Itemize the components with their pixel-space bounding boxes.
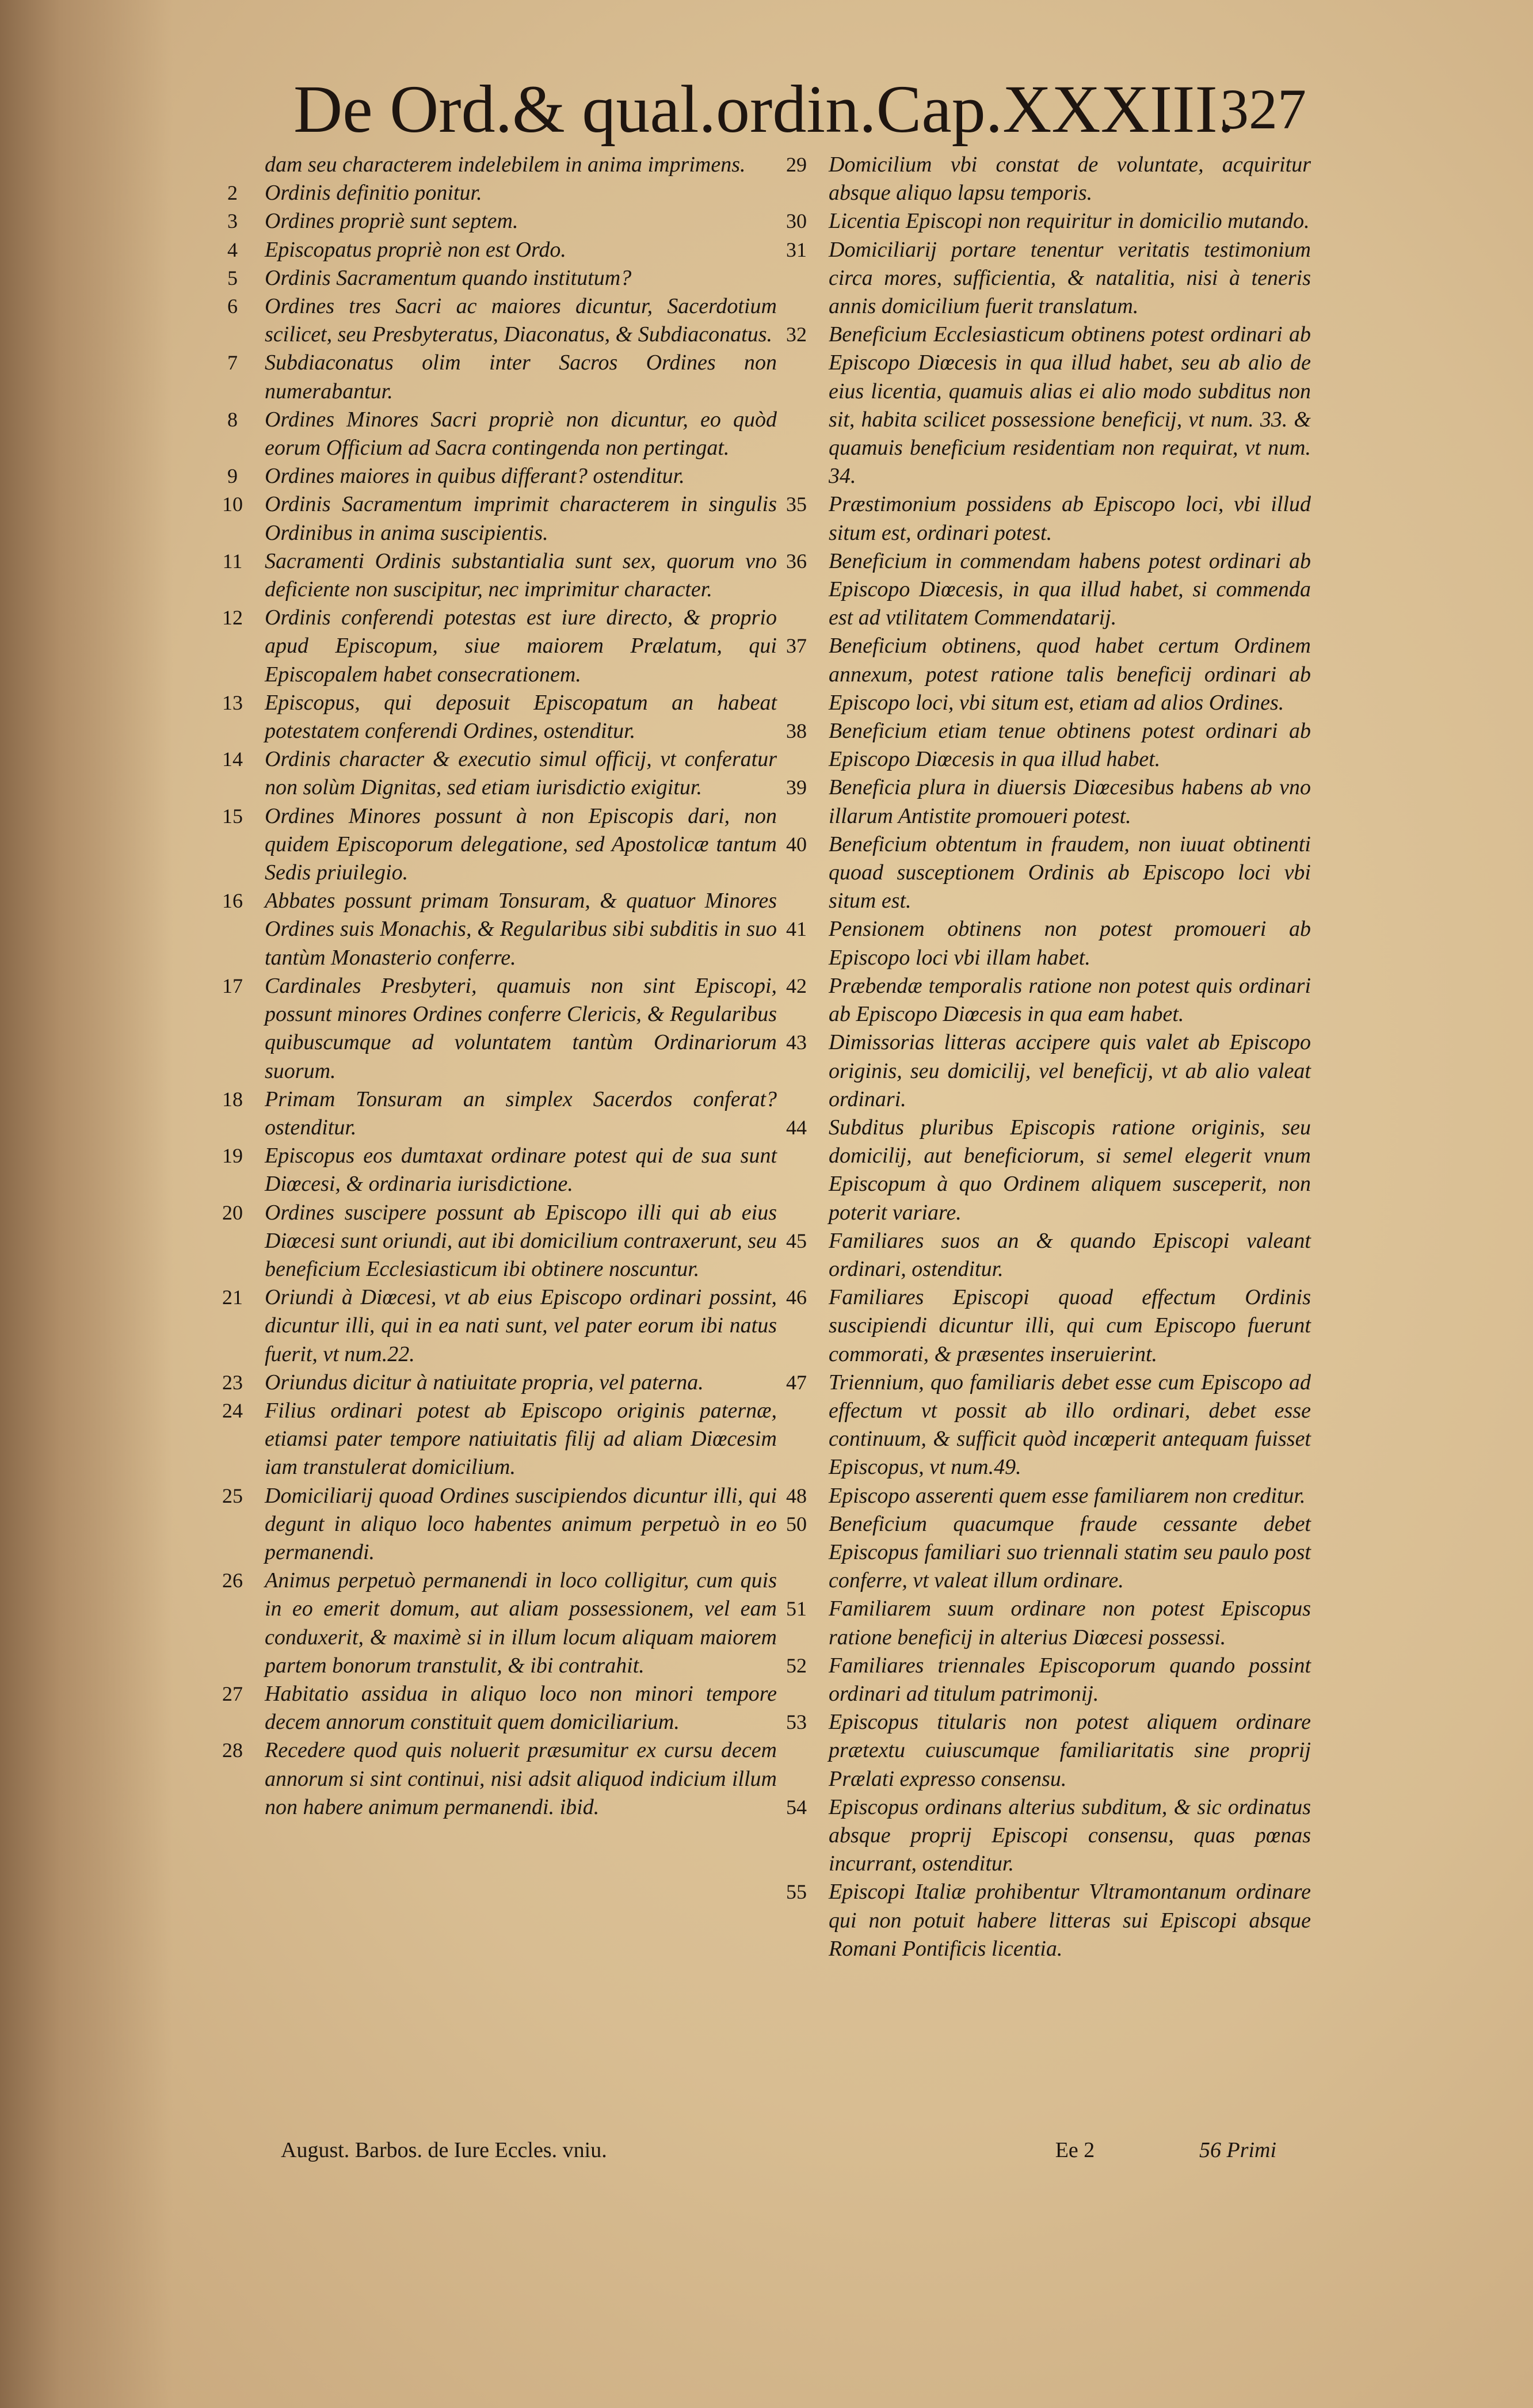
- entry-text: Beneficium Ecclesiasticum obtinens potest ordinari ab Episcopo Diœcesis in qua illud habet, seu ab alio de eius licentia, quamuis alias ei alio modo subditus non sit, habita scilicet possessione beneficij, vt num. 33. & quamuis beneficium residentiam non requirat, vt num. 34.: [829, 322, 1311, 489]
- page-number: 327: [1220, 77, 1306, 141]
- entry-text: Animus perpetuò permanendi in loco colligitur, cum quis in eo emerit domum, aut aliam possessionem, vel eam conduxerit, & maximè si in illum locum aliquam maiorem partem bonorum transtulit, & ibi contrahit.: [265, 1568, 777, 1678]
- entry-number: 46: [786, 1286, 807, 1309]
- entry-number: 29: [786, 153, 807, 176]
- entry-number: 21: [222, 1286, 243, 1309]
- entry-text: Domiciliarij quoad Ordines suscipiendos dicuntur illi, qui degunt in aliquo loco habentes animum perpetuò in eo permanendi.: [265, 1483, 777, 1564]
- entry-number: 54: [786, 1795, 807, 1819]
- entry-text: Familiares suos an & quando Episcopi valeant ordinari, ostenditur.: [829, 1228, 1311, 1281]
- entry-number: 52: [786, 1653, 807, 1677]
- index-entry: [769, 1482, 1311, 1510]
- entry-number: 44: [786, 1115, 807, 1139]
- index-entry: [769, 1227, 1311, 1283]
- entry-text: Præbendæ temporalis ratione non potest quis ordinari ab Episcopo Diœcesis in qua eam habet.: [829, 973, 1311, 1027]
- entry-number: 45: [786, 1229, 807, 1252]
- entry-text: Subditus pluribus Episcopis ratione originis, seu domicilij, aut beneficiorum, si semel elegerit vnum Episcopum à quo Ordinem aliquem susceperit, non poterit variare.: [829, 1115, 1311, 1225]
- entry-number: 4: [227, 238, 238, 261]
- entry-text: Recedere quod quis noluerit præsumitur ex cursu decem annorum si sint continui, nisi adsit aliquod indicium illum non habere animum permanendi. ibid.: [265, 1738, 777, 1819]
- entry-number: 5: [227, 266, 238, 289]
- entry-text: Subdiaconatus olim inter Sacros Ordines non numerabantur.: [265, 350, 777, 403]
- entry-text: Habitatio assidua in aliquo loco non minori tempore decem annorum constituit quem domiciliarium.: [265, 1681, 777, 1735]
- index-entry: [769, 1028, 1311, 1114]
- index-entry: [205, 462, 777, 490]
- running-title: De Ord.& qual.ordin.Cap.XXXIII.: [293, 71, 1235, 147]
- entry-text: Episcopus, qui deposuit Episcopatum an habeat potestatem conferendi Ordines, ostenditur.: [265, 690, 777, 744]
- index-entry: [769, 915, 1311, 971]
- entry-text: Ordines suscipere possunt ab Episcopo illi qui ab eius Diœcesi sunt oriundi, aut ibi domicilium contraxerunt, seu beneficium Ecclesiasticum ibi obtinere noscuntur.: [265, 1200, 777, 1281]
- entry-text: Primam Tonsuram an simplex Sacerdos conferat? ostenditur.: [265, 1087, 777, 1140]
- entry-number: 42: [786, 974, 807, 997]
- catchword: 56 Primi: [1199, 2138, 1277, 2162]
- entry-number: 25: [222, 1484, 243, 1507]
- right-index-column: [769, 151, 1311, 1963]
- entry-text: Ordines maiores in quibus differant? ostenditur.: [265, 464, 685, 489]
- entry-text: Oriundus dicitur à natiuitate propria, vel paterna.: [265, 1370, 704, 1394]
- entry-text: Episcopus eos dumtaxat ordinare potest qui de sua sunt Diœcesi, & ordinaria iurisdictione.: [265, 1144, 777, 1197]
- index-entry: [205, 802, 777, 887]
- index-entry: [205, 292, 777, 349]
- entry-number: 41: [786, 917, 807, 941]
- entry-number: 14: [222, 748, 243, 771]
- index-entry: [205, 1680, 777, 1736]
- page-header: [293, 69, 1306, 150]
- entry-text: Beneficium in commendam habens potest ordinari ab Episcopo Diœcesis, in qua illud habet, si commenda est ad vtilitatem Commendatarij.: [829, 548, 1311, 630]
- entry-number: 18: [222, 1087, 243, 1111]
- running-footer-author: August. Barbos. de Iure Eccles. vniu.: [281, 2138, 607, 2162]
- entry-number: 12: [222, 606, 243, 630]
- entry-number: 53: [786, 1710, 807, 1734]
- entry-number: 27: [222, 1682, 243, 1705]
- index-entry: [205, 604, 777, 689]
- index-entry: [205, 490, 777, 547]
- entry-text: Domiciliarij portare tenentur veritatis testimonium circa mores, sufficientia, & natalitia, nisi à teneris annis domicilium fuerit translatum.: [829, 237, 1311, 319]
- index-entry: [205, 1283, 777, 1369]
- entry-number: 38: [786, 719, 807, 743]
- entry-number: 6: [227, 295, 238, 318]
- index-entry: [205, 689, 777, 745]
- entry-number: 13: [222, 691, 243, 714]
- entry-text: Filius ordinari potest ab Episcopo originis paternæ, etiamsi pater tempore natiuitatis filij ad aliam Diœcesim iam transtulerat domicilium.: [265, 1398, 777, 1480]
- index-entry: [769, 1652, 1311, 1708]
- index-entry: [205, 179, 777, 207]
- index-entry: [205, 972, 777, 1085]
- entry-text: Beneficium obtentum in fraudem, non iuuat obtinenti quoad susceptionem Ordinis ab Episcopo loci vbi situm est.: [829, 832, 1311, 913]
- index-entry: [205, 1736, 777, 1822]
- entry-text: Sacramenti Ordinis substantialia sunt sex, quorum vno deficiente non suscipitur, nec imprimitur character.: [265, 548, 777, 602]
- entry-number: 15: [222, 804, 243, 828]
- entry-text: Episcopo asserenti quem esse familiarem non creditur.: [829, 1483, 1306, 1508]
- entry-number: 30: [786, 209, 807, 233]
- entry-text: Beneficium etiam tenue obtinens potest ordinari ab Episcopo Diœcesis in qua illud habet.: [829, 719, 1311, 772]
- signature-mark: Ee 2: [1055, 2138, 1095, 2162]
- entry-text: Ordinis Sacramentum imprimit characterem in singulis Ordinibus in anima suscipientis.: [265, 492, 777, 545]
- index-entry: [769, 774, 1311, 830]
- entry-text: dam seu characterem indelebilem in anima imprimens.: [265, 153, 746, 177]
- index-entry: [769, 1283, 1311, 1369]
- index-entry: [205, 1369, 777, 1397]
- entry-text: Familiares triennales Episcoporum quando possint ordinari ad titulum patrimonij.: [829, 1653, 1311, 1706]
- entry-number: 26: [222, 1569, 243, 1592]
- entry-text: Licentia Episcopi non requiritur in domicilio mutando.: [829, 209, 1310, 234]
- index-entry: [769, 632, 1311, 717]
- entry-text: Ordines Minores possunt à non Episcopis dari, non quidem Episcoporum delegatione, sed Apostolicæ tantum Sedis priuilegio.: [265, 803, 777, 885]
- entry-text: Ordines Minores Sacri propriè non dicuntur, eo quòd eorum Officium ad Sacra contingenda non pertingat.: [265, 407, 777, 460]
- entry-number: 39: [786, 776, 807, 799]
- entry-text: Familiares Episcopi quoad effectum Ordinis suscipiendi dicuntur illi, qui cum Episcopo fuerunt commorati, & præsentes inseruierint.: [829, 1285, 1311, 1366]
- index-entry: [205, 264, 777, 292]
- entry-number: 36: [786, 549, 807, 573]
- entry-number: 17: [222, 974, 243, 997]
- index-entry: [205, 887, 777, 972]
- index-entry: [769, 207, 1311, 235]
- entry-number: 11: [222, 549, 243, 573]
- entry-number: 2: [227, 181, 238, 205]
- entry-number: 48: [786, 1484, 807, 1507]
- entry-text: Triennium, quo familiaris debet esse cum Episcopo ad effectum vt possit ab illo ordinari, debet esse continuum, & sufficit quòd incœperit antequam fuisset Episcopus, vt num.49.: [829, 1370, 1311, 1480]
- index-entry: [769, 151, 1311, 207]
- entry-number: 43: [786, 1031, 807, 1054]
- index-entry: [769, 830, 1311, 916]
- index-entry: [769, 1793, 1311, 1879]
- index-entry: [769, 1878, 1311, 1963]
- entry-number: 23: [222, 1370, 243, 1394]
- index-entry: [769, 1114, 1311, 1227]
- entry-text: Ordinis conferendi potestas est iure directo, & proprio apud Episcopum, siue maiorem Prælatum, qui Episcopalem habet consecrationem.: [265, 605, 777, 687]
- index-entry: [769, 236, 1311, 321]
- entry-text: Dimissorias litteras accipere quis valet ab Episcopo originis, seu domicilij, vel beneficij, vt ab alio valeat ordinari.: [829, 1030, 1311, 1111]
- entry-text: Oriundi à Diœcesi, vt ab eius Episcopo ordinari possint, dicuntur illi, qui in ea nati sunt, vel pater eorum ibi natus fuerit, vt num.22.: [265, 1285, 777, 1366]
- index-entry: [205, 1085, 777, 1142]
- entry-text: Ordines tres Sacri ac maiores dicuntur, Sacerdotium scilicet, seu Presbyteratus, Diaconatus, & Subdiaconatus.: [265, 294, 777, 347]
- entry-number: 32: [786, 323, 807, 346]
- index-entry: [769, 717, 1311, 774]
- entry-number: 8: [227, 407, 238, 431]
- entry-text: Episcopus titularis non potest aliquem ordinare prætextu cuiuscumque familiaritatis sine proprij Prælati expresso consensu.: [829, 1710, 1311, 1791]
- index-entry: [205, 1567, 777, 1680]
- entry-text: Abbates possunt primam Tonsuram, & quatuor Minores Ordines suis Monachis, & Regularibus sibi subditis in suo tantùm Monasterio conferre.: [265, 889, 777, 970]
- index-entry: [205, 1397, 777, 1482]
- index-entry: [205, 547, 777, 604]
- entry-text: Domicilium vbi constat de voluntate, acquiritur absque aliquo lapsu temporis.: [829, 153, 1311, 205]
- entry-number: 37: [786, 634, 807, 658]
- entry-text: Familiarem suum ordinare non potest Episcopus ratione beneficij in alterius Diœcesi possessi.: [829, 1597, 1311, 1649]
- entry-text: Episcopus ordinans alterius subditum, & sic ordinatus absque proprij Episcopi consensu, quas pœnas incurrant, ostenditur.: [829, 1794, 1311, 1876]
- index-entry: [769, 1595, 1311, 1651]
- entry-number: 24: [222, 1399, 243, 1422]
- index-entry: [769, 321, 1311, 490]
- entry-text: Beneficium obtinens, quod habet certum Ordinem annexum, potest ratione talis beneficij ordinari ab Episcopo loci, vbi situm est, etiam ad alios Ordines.: [829, 634, 1311, 715]
- entry-number: 47: [786, 1370, 807, 1394]
- index-entry: [769, 1510, 1311, 1595]
- entry-number: 10: [222, 493, 243, 516]
- entry-text: Ordinis Sacramentum quando institutum?: [265, 265, 632, 290]
- entry-number: 35: [786, 493, 807, 516]
- entry-number: 9: [227, 464, 238, 488]
- binding-gutter-shadow: [0, 0, 173, 2408]
- index-entry: [205, 1482, 777, 1567]
- entry-text: Cardinales Presbyteri, quamuis non sint Episcopi, possunt minores Ordines conferre Clericis, & Regularibus quibuscumque ad voluntatem tantùm Ordinariorum suorum.: [265, 973, 777, 1083]
- index-entry: [769, 972, 1311, 1028]
- entry-number: 19: [222, 1144, 243, 1168]
- index-entry: [205, 207, 777, 235]
- index-entry: [205, 1142, 777, 1198]
- entry-number: 50: [786, 1512, 807, 1536]
- index-entry: [769, 547, 1311, 633]
- entry-text: Beneficium quacumque fraude cessante debet Episcopus familiari suo triennali statim seu paulo post conferre, vt valeat illum ordinare.: [829, 1511, 1311, 1593]
- entry-number: 20: [222, 1201, 243, 1224]
- index-entry: [205, 349, 777, 405]
- entry-number: 7: [227, 351, 238, 375]
- intro-continuation: [205, 151, 777, 179]
- entry-number: 55: [786, 1880, 807, 1904]
- entry-number: 40: [786, 832, 807, 856]
- entry-number: 16: [222, 889, 243, 913]
- entry-text: Ordinis character & executio simul officij, vt conferatur non solùm Dignitas, sed etiam iurisdictio exigitur.: [265, 747, 777, 800]
- index-entry: [205, 745, 777, 802]
- entry-number: 3: [227, 209, 238, 233]
- entry-text: Præstimonium possidens ab Episcopo loci, vbi illud situm est, ordinari potest.: [829, 492, 1311, 545]
- entry-number: 51: [786, 1597, 807, 1621]
- index-entry: [769, 1369, 1311, 1482]
- entry-text: Beneficia plura in diuersis Diœcesibus habens ab vno illarum Antistite promoueri potest.: [829, 775, 1311, 828]
- index-entry: [205, 1199, 777, 1284]
- left-index-column: [205, 151, 777, 1822]
- entry-text: Ordinis definitio ponitur.: [265, 181, 482, 205]
- entry-number: 28: [222, 1739, 243, 1762]
- index-entry: [769, 490, 1311, 547]
- entry-number: 31: [786, 238, 807, 261]
- entry-text: Episcopatus propriè non est Ordo.: [265, 237, 566, 262]
- index-entry: [769, 1708, 1311, 1793]
- entry-text: Ordines propriè sunt septem.: [265, 209, 518, 234]
- entry-text: Pensionem obtinens non potest promoueri ab Episcopo loci vbi illam habet.: [829, 917, 1311, 970]
- index-entry: [205, 406, 777, 462]
- entry-text: Episcopi Italiæ prohibentur Vltramontanum ordinare qui non potuit habere litteras sui Episcopi absque Romani Pontificis licentia.: [829, 1880, 1311, 1961]
- index-entry: [205, 236, 777, 264]
